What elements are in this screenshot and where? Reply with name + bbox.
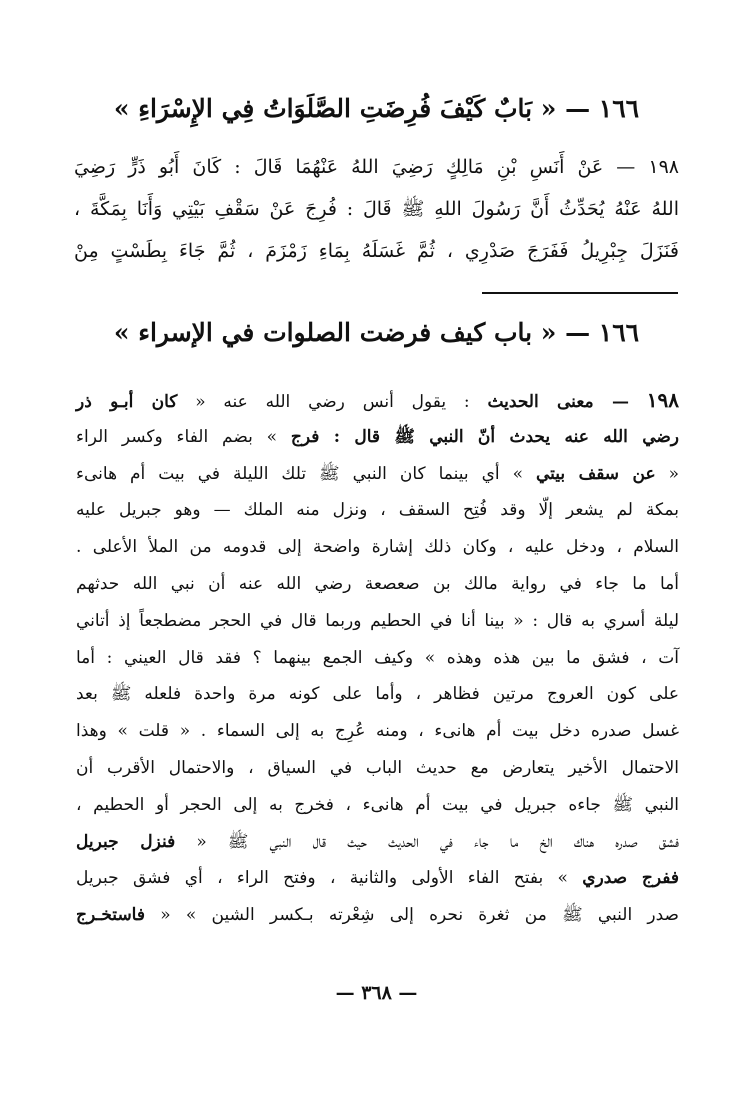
commentary-line: الاحتمال الأخير يتعارض مع حديث الباب في السياق ، والاحتمال الأقرب أن bbox=[76, 757, 679, 778]
commentary-text: » أي بينما كان النبي ﷺ تلك الليلة في بيت أم هانىء bbox=[76, 463, 523, 484]
commentary-line: آت ، فشق ما بين هذه وهذه » وكيف الجمع بينهما ؟ فقد قال العيني : أما bbox=[76, 647, 679, 668]
hadith-text-block bbox=[74, 146, 679, 272]
quoted-text: رضي الله عنه يحدث أنّ النبي ﷺ قال : فرج bbox=[290, 426, 680, 447]
commentary-block bbox=[76, 382, 679, 934]
commentary-line: ليلة أسري به قال : « بينا أنا في الحطيم وربما قال في الحجر مضطجعاً إذ أتاني bbox=[76, 610, 679, 631]
commentary-line bbox=[76, 897, 679, 934]
hadith-line: ١٩٨ — عَنْ أَنَسِ بْنِ مَالِكٍ رَضِيَ اللهُ عَنْهُمَا قَالَ : كَانَ أَبُو ذَرٍّ رَضِيَ bbox=[74, 156, 679, 178]
quoted-text: عن سقف بيتي bbox=[535, 463, 656, 484]
commentary-text: » بفتح الفاء الأولى والثانية ، وفتح الراء ، أي فشق جبريل bbox=[76, 868, 568, 889]
commentary-line bbox=[76, 860, 679, 897]
hadith-line: فَنَزَلَ جِبْرِيلُ فَفَرَجَ صَدْرِي ، ثُمَّ غَسَلَهُ بِمَاءِ زَمْزَمَ ، ثُمَّ جَاءَ بِطَسْتٍ مِنْ bbox=[74, 240, 679, 262]
page-number: — ٣٦٨ — bbox=[335, 982, 418, 1004]
quoted-text: فاستخـرج bbox=[76, 905, 145, 926]
commentary-text: فشق صدره هناك الخ ما جاء في الحديث حيث قال النبي ﷺ « bbox=[196, 831, 680, 852]
section-label: — معنى الحديث bbox=[487, 392, 629, 412]
commentary-line: النبي ﷺ جاءه جبريل في بيت أم هانىء ، فخرج به إلى الحجر أو الحطيم ، bbox=[76, 794, 679, 815]
commentary-line bbox=[76, 419, 679, 456]
commentary-text: « bbox=[668, 463, 680, 484]
hadith-number: ١٩٨ bbox=[646, 388, 679, 412]
quoted-text: ففرج صدري bbox=[582, 868, 680, 889]
commentary-line bbox=[76, 824, 679, 861]
commentary-line: على كون العروج مرتين فظاهر ، وأما على كونه مرة واحدة فلعله ﷺ بعد bbox=[76, 684, 679, 705]
commentary-text: » بضم الفاء وكسر الراء bbox=[76, 426, 278, 447]
section-divider bbox=[482, 292, 678, 294]
commentary-line bbox=[76, 382, 679, 419]
commentary-line: السلام ، ودخل عليه ، وكان ذلك إشارة واضحة إلى قدومه من الملأ الأعلى . bbox=[76, 537, 679, 558]
commentary-line: بمكة لم يشعر إلّا وقد فُتِح السقف ، ونزل منه الملك — وهو جبريل عليه bbox=[76, 500, 679, 521]
chapter-heading-plain: ١٦٦ — « باب كيف فرضت الصلوات في الإسراء » bbox=[113, 318, 640, 347]
commentary-line: أما ما جاء في رواية مالك بن صعصعة رضي الله عنه أن نبي الله حدثهم bbox=[76, 573, 679, 594]
hadith-line: اللهُ عَنْهُ يُحَدِّثُ أَنَّ رَسُولَ اللهِ ﷺ قَالَ : فُرِجَ عَنْ سَقْفِ بَيْتِي وَأَنَا بِمَكَّةَ ، bbox=[74, 198, 679, 220]
quoted-text: كان أبـو ذر bbox=[76, 392, 178, 412]
chapter-heading-vocalized: ١٦٦ — « بَابٌ كَيْفَ فُرِضَتِ الصَّلَوَاتُ فِي الإِسْرَاءِ » bbox=[113, 94, 640, 123]
commentary-text: : يقول أنس رضي الله عنه « bbox=[195, 392, 470, 412]
commentary-line: غسل صدره دخل بيت أم هانىء ، ومنه عُرِج به إلى السماء . « قلت » وهذا bbox=[76, 721, 679, 742]
quoted-text: فنزل جبريل bbox=[76, 831, 176, 852]
commentary-text: صدر النبي ﷺ من ثغرة نحره إلى شِعْرته بـكسر الشين » « bbox=[160, 905, 679, 926]
commentary-line bbox=[76, 456, 679, 493]
